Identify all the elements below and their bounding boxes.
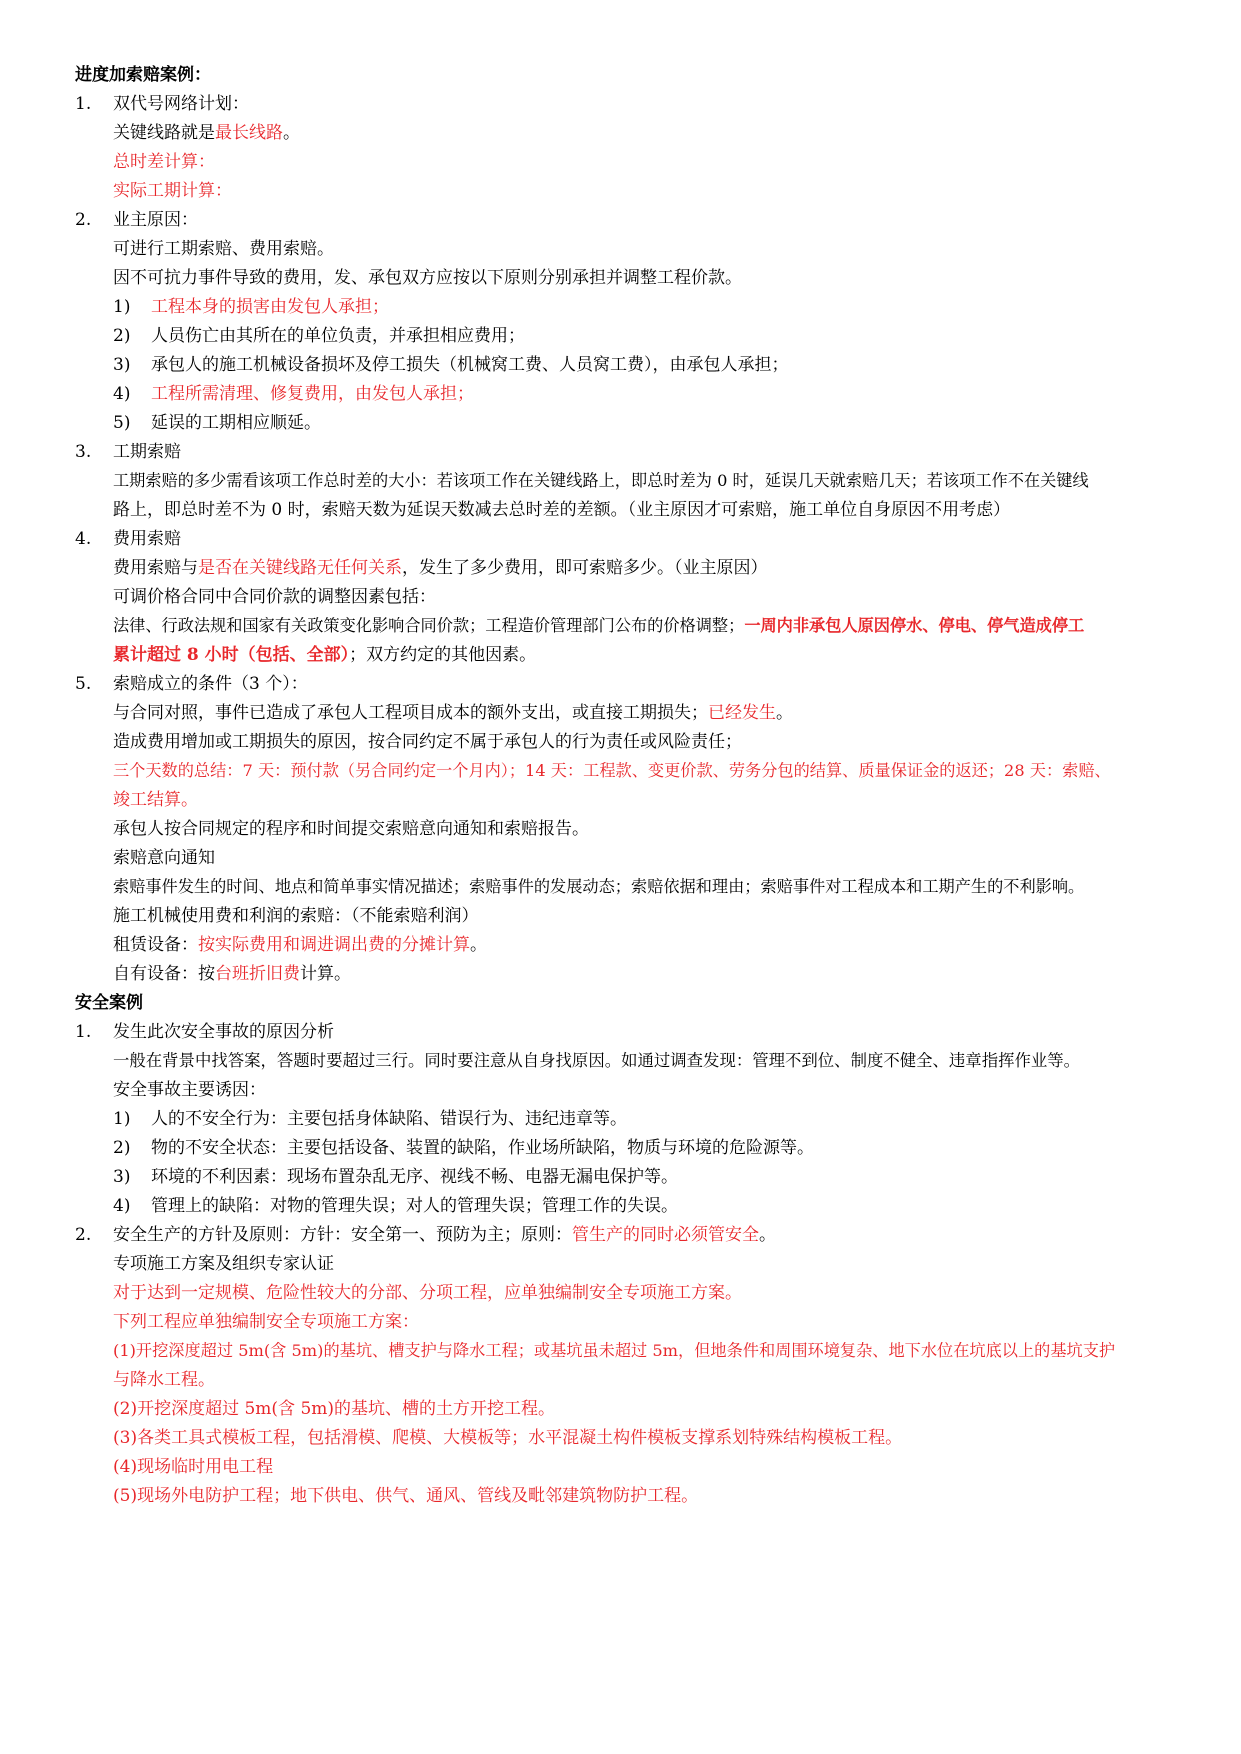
q1-line2: 安全事故主要诱因： (113, 1080, 266, 1100)
p4-line4 (113, 639, 1241, 671)
item-number: 5. (75, 674, 92, 694)
item-heading-text: 双代号网络计划： (113, 94, 249, 114)
subitem-number: 3) (113, 355, 131, 375)
text: 费用索赔与 (113, 558, 198, 578)
safety-item-1-heading (75, 1016, 1205, 1048)
subitem-number: 1) (113, 297, 131, 317)
text: 。 (776, 703, 793, 723)
subitem-number: 4) (113, 1196, 131, 1216)
highlight-text: 最长线路 (215, 123, 283, 143)
q2-line2: 对于达到一定规模、危险性较大的分部、分项工程，应单独编制安全专项施工方案。 (113, 1283, 742, 1303)
item-number: 2. (75, 210, 92, 230)
text: 计算。 (300, 964, 351, 984)
subitem-number: 1) (113, 1109, 131, 1129)
q2-line7: (3)各类工具式模板工程，包括滑模、爬模、大模板等；水平混凝土构件模板支撑系划特殊结构模板工程。 (113, 1428, 903, 1448)
p5-line10 (113, 958, 1241, 990)
item-2-heading (75, 204, 1205, 236)
p5-line2: 造成费用增加或工期损失的原因，按合同约定不属于承包人的行为责任或风险责任； (113, 732, 742, 752)
item-heading-text: 业主原因： (113, 210, 198, 230)
subitem-number: 2) (113, 326, 131, 346)
text: 租赁设备： (113, 935, 198, 955)
p1-line2: 总时差计算： (113, 152, 215, 172)
subitem-text: 延误的工期相应顺延。 (151, 413, 321, 433)
p5-line3 (113, 755, 1205, 787)
q1-subitem-1 (113, 1103, 1241, 1135)
p5-line7: 索赔事件发生的时间、地点和简单事实情况描述；索赔事件的发展动态；索赔依据和理由；索赔事件对工程成本和工期产生的不利影响。 (113, 877, 1085, 896)
subitem-number: 5) (113, 413, 131, 433)
text: 安全生产的方针及原则：方针：安全第一、预防为主；原则： (113, 1225, 572, 1245)
subitem-text: 工程本身的损害由发包人承担； (151, 297, 389, 317)
highlight-text: 7 天：预付款（另合同约定一个月内）；14 天：工程款、变更价款、劳务分包的结算、质量保证金的返还；28 天：索赔、 (242, 761, 1111, 780)
p5-line8: 施工机械使用费和利润的索赔：（不能索赔利润） (113, 906, 479, 926)
item-number: 2. (75, 1225, 92, 1245)
text: 自有设备：按 (113, 964, 215, 984)
item-4-heading (75, 523, 1205, 555)
p2-subitem-5 (113, 407, 1241, 439)
subitem-number: 2) (113, 1138, 131, 1158)
item-5-heading (75, 668, 1205, 700)
p4-line3 (113, 610, 1205, 642)
subitem-text: 物的不安全状态：主要包括设备、装置的缺陷，作业场所缺陷，物质与环境的危险源等。 (151, 1138, 814, 1158)
highlight-text: 管生产的同时必须管安全 (572, 1225, 759, 1245)
subitem-text: 人的不安全行为：主要包括身体缺陷、错误行为、违纪违章等。 (151, 1109, 627, 1129)
p4-line2: 可调价格合同中合同价款的调整因素包括： (113, 587, 436, 607)
p2-subitem-4 (113, 378, 1241, 410)
item-number: 4. (75, 529, 92, 549)
q1-subitem-2 (113, 1132, 1241, 1164)
subitem-text: 管理上的缺陷：对物的管理失误；对人的管理失误；管理工作的失误。 (151, 1196, 678, 1216)
q1-subitem-3 (113, 1161, 1241, 1193)
q2-line3: 下列工程应单独编制安全专项施工方案： (113, 1312, 419, 1332)
highlight-text: 已经发生 (708, 703, 776, 723)
p5-line6: 索赔意向通知 (113, 848, 215, 868)
q1-line1: 一般在背景中找答案，答题时要超过三行。同时要注意从自身找原因。如通过调查发现：管理不到位、制度不健全、违章指挥作业等。 (113, 1051, 1081, 1070)
item-1-heading (75, 88, 1205, 120)
text: 关键线路就是 (113, 123, 215, 143)
text: ；双方约定的其他因素。 (349, 645, 537, 665)
p5-line1 (113, 697, 1241, 729)
p3-line2: 路上，即总时差不为 0 时，索赔天数为延误天数减去总时差的差额。（业主原因才可索赔，施工单位自身原因不用考虑） (113, 500, 1011, 520)
highlight-text: 台班折旧费 (215, 964, 300, 984)
p5-line9 (113, 929, 1241, 961)
p1-line1 (113, 117, 1241, 149)
item-number: 1. (75, 94, 92, 114)
q2-line9: (5)现场外电防护工程；地下供电、供气、通风、管线及毗邻建筑物防护工程。 (113, 1486, 699, 1506)
text: 。 (759, 1225, 776, 1245)
p5-line4: 竣工结算。 (113, 790, 198, 810)
q2-line4: (1)开挖深度超过 5m(含 5m)的基坑、槽支护与降水工程；或基坑虽未超过 5m，但地条件和周围环境复杂、地下水位在坑底以上的基坑支护 (113, 1341, 1116, 1360)
item-heading-text: 工期索赔 (113, 442, 181, 462)
item-number: 1. (75, 1022, 92, 1042)
p3-line1: 工期索赔的多少需看该项工作总时差的大小：若该项工作在关键线路上，即总时差为 0 时，延误几天就索赔几天；若该项工作不在关键线 (113, 471, 1089, 490)
subitem-number: 4) (113, 384, 131, 404)
q2-line1: 专项施工方案及组织专家认证 (113, 1254, 334, 1274)
subitem-text: 环境的不利因素：现场布置杂乱无序、视线不畅、电器无漏电保护等。 (151, 1167, 678, 1187)
p2-subitem-1 (113, 291, 1241, 323)
text: 。 (283, 123, 300, 143)
subitem-number: 3) (113, 1167, 131, 1187)
p2-subitem-2 (113, 320, 1241, 352)
text: ，发生了多少费用，即可索赔多少。（业主原因） (402, 558, 768, 578)
highlight-text: 三个天数的总结： (113, 761, 243, 780)
q2-line5: 与降水工程。 (113, 1370, 215, 1390)
p1-line3: 实际工期计算： (113, 181, 232, 201)
highlight-text: 是否在关键线路无任何关系 (198, 558, 402, 578)
text: 。 (470, 935, 487, 955)
section-title-progress-claims: 进度加索赔案例： (75, 65, 211, 85)
subitem-text: 人员伤亡由其所在的单位负责，并承担相应费用； (151, 326, 525, 346)
subitem-text: 承包人的施工机械设备损坏及停工损失（机械窝工费、人员窝工费），由承包人承担； (151, 355, 789, 375)
q1-subitem-4 (113, 1190, 1241, 1222)
highlight-text: 累计超过 8 小时（包括、全部） (113, 645, 350, 665)
item-number: 3. (75, 442, 92, 462)
q2-line6: (2)开挖深度超过 5m(含 5m)的基坑、槽的土方开挖工程。 (113, 1399, 556, 1419)
q2-line8: (4)现场临时用电工程 (113, 1457, 274, 1477)
p5-line5: 承包人按合同规定的程序和时间提交索赔意向通知和索赔报告。 (113, 819, 589, 839)
p2-line2: 因不可抗力事件导致的费用，发、承包双方应按以下原则分别承担并调整工程价款。 (113, 268, 742, 288)
item-heading-text: 发生此次安全事故的原因分析 (113, 1022, 334, 1042)
item-heading-text: 费用索赔 (113, 529, 181, 549)
highlight-text: 一周内非承包人原因停水、停电、停气造成停工 (744, 616, 1085, 635)
p2-line1: 可进行工期索赔、费用索赔。 (113, 239, 334, 259)
text: 法律、行政法规和国家有关政策变化影响合同价款；工程造价管理部门公布的价格调整； (113, 616, 745, 635)
section-title-safety-cases: 安全案例 (75, 993, 143, 1013)
p2-subitem-3 (113, 349, 1241, 381)
item-heading-text: 索赔成立的条件（3 个）： (113, 674, 308, 694)
text: 与合同对照，事件已造成了承包人工程项目成本的额外支出，或直接工期损失； (113, 703, 708, 723)
safety-item-2-heading (75, 1219, 1205, 1251)
p4-line1 (113, 552, 1241, 584)
item-3-heading (75, 436, 1205, 468)
highlight-text: 按实际费用和调进调出费的分摊计算 (198, 935, 470, 955)
subitem-text: 工程所需清理、修复费用，由发包人承担； (151, 384, 474, 404)
